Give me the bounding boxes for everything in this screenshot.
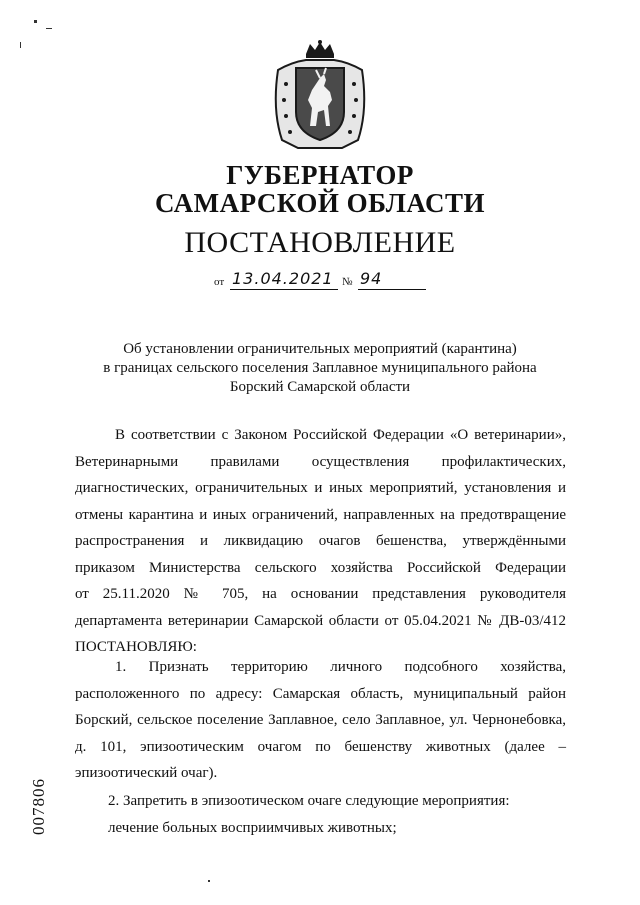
document-subject <box>60 340 580 397</box>
text-line: расположенного по адресу: Самарская область, муниципальный район <box>75 685 566 702</box>
text-line: 2. Запретить в эпизоотическом очаге следующие мероприятия: <box>108 793 510 809</box>
resolve-heading: ПОСТАНОВЛЯЮ: <box>75 639 197 655</box>
scan-mark <box>46 28 52 29</box>
text-line: распространения и ликвидацию очагов бешенства, утверждёнными <box>75 533 566 549</box>
date-number-line <box>210 268 450 294</box>
text-line: диагностических, ограничительных и иных мероприятий, установления и <box>75 480 566 496</box>
date-value: 13.04.2021 <box>232 269 334 288</box>
side-registration-number: 007806 <box>29 778 48 835</box>
text-line: от 25.11.2020 № 705, на основании представления руководителя <box>75 586 566 602</box>
text-line: отмены карантина и иных ограничений, направленных на предотвращение <box>75 506 566 523</box>
text-line: лечение больных восприимчивых животных; <box>108 819 397 836</box>
date-underline <box>230 289 338 290</box>
text-line: эпизоотический очаг). <box>75 765 218 781</box>
text-line: Ветеринарными правилами осуществления профилактических, <box>75 453 566 470</box>
document-type: ПОСТАНОВЛЕНИЕ <box>184 226 456 259</box>
number-underline <box>358 289 426 290</box>
item-2 <box>75 788 566 841</box>
number-label: № <box>342 276 353 288</box>
samara-coat-of-arms-icon <box>268 40 372 152</box>
issuer-region: САМАРСКОЙ ОБЛАСТИ <box>154 188 486 218</box>
subject-line: в границах сельского поселения Заплавное муниципального района <box>103 360 537 376</box>
scan-mark <box>20 42 21 48</box>
text-line: 1. Признать территорию личного подсобного хозяйства, <box>115 659 566 675</box>
subject-line: Борский Самарской области <box>229 379 411 395</box>
number-value: 94 <box>360 269 383 288</box>
date-label: от <box>214 276 225 288</box>
issuer-title: ГУБЕРНАТОР <box>226 160 414 190</box>
text-line: приказом Министерства сельского хозяйства Российской Федерации <box>75 559 566 576</box>
scan-mark <box>208 880 210 882</box>
text-line: департамента ветеринарии Самарской области от 05.04.2021 № ДВ-03/412 <box>75 612 566 629</box>
text-line: В соответствии с Законом Российской Федерации «О ветеринарии», <box>115 427 566 443</box>
scan-mark <box>34 20 37 23</box>
text-line: Борский, сельское поселение Заплавное, село Заплавное, ул. Чернонебовка, <box>75 712 566 728</box>
text-line: д. 101, эпизоотическим очагом по бешенству животных (далее – <box>75 738 566 755</box>
subject-line: Об установлении ограничительных мероприятий (карантина) <box>123 341 517 357</box>
preamble <box>75 422 566 661</box>
item-1 <box>75 654 566 787</box>
